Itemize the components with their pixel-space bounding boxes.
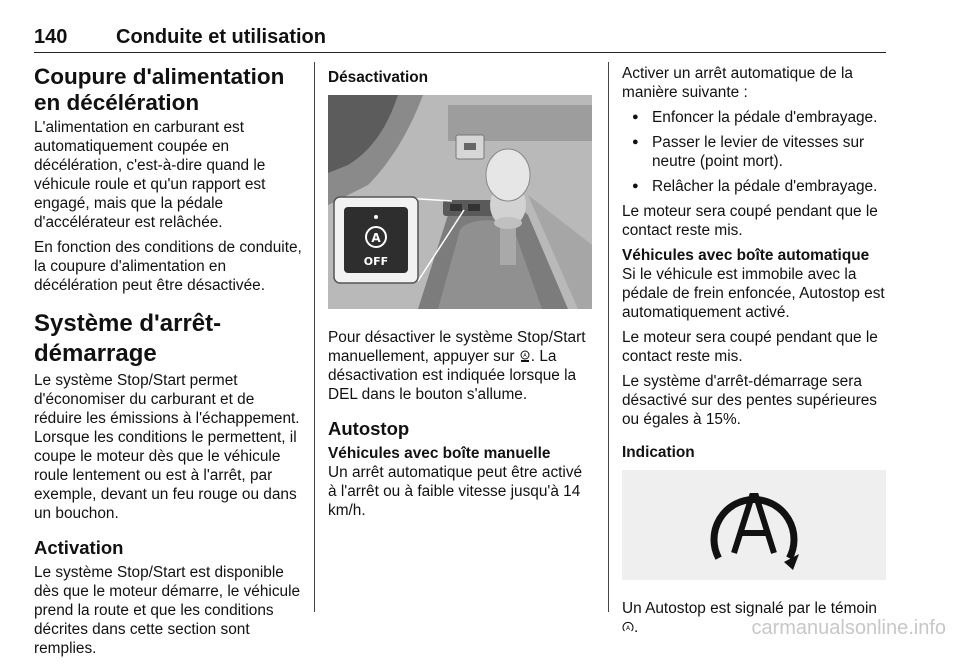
deactivation-text-before: Pour désactiver le système Stop/Start manuellement, appuyer sur xyxy=(328,329,586,365)
heading-indication: Indication xyxy=(622,444,695,461)
paragraph-activation: Le système Stop/Start est disponible dès que le moteur démarre, le véhicule prend la route et que les conditions décrites dans cette section sont remplies. xyxy=(34,564,301,657)
paragraph-cutoff-2: En fonction des conditions de conduite, la coupure d'alimentation en décélération peut être désactivée. xyxy=(34,239,302,294)
indication-text-after: . xyxy=(634,619,639,636)
paragraph-automatic-transmission: Si le véhicule est immobile avec la pédale de frein enfoncée, Autostop est automatiquement activé. xyxy=(622,266,885,321)
paragraph-autostop-intro: Activer un arrêt automatique de la manière suivante : xyxy=(622,65,853,101)
paragraph-stop-start: Le système Stop/Start permet d'économiser du carburant et de réduire les émissions à l'échappement. Lorsque les conditions le permettent, il coupe le moteur dès que le véhicule roule lentement ou est à l'arrêt, par exemple, devant un feu rouge ou dans un bouchon. xyxy=(34,372,300,522)
deactivation-text-after: . La désactivation est indiquée lorsque la DEL dans le bouton s'allume. xyxy=(328,348,577,403)
column-divider-2 xyxy=(608,62,609,612)
svg-text:A: A xyxy=(371,231,381,245)
off-button-label: OFF xyxy=(363,255,389,268)
svg-text:A: A xyxy=(523,353,527,359)
heading-stop-start: Système d'arrêt-démarrage xyxy=(34,310,222,367)
column-divider-1 xyxy=(314,62,315,612)
paragraph-manual-transmission: Un arrêt automatique peut être activé à l'arrêt ou à faible vitesse jusqu'à 14 km/h. xyxy=(328,464,583,519)
gear-console-illustration xyxy=(328,95,592,309)
autostop-indicator-icon xyxy=(622,470,886,580)
heading-autostop: Autostop xyxy=(328,418,410,439)
heading-activation: Activation xyxy=(34,537,124,558)
page-number: 140 xyxy=(34,26,68,48)
autostop-steps-list xyxy=(622,108,888,196)
site-watermark: carmanualsonline.info xyxy=(751,617,946,639)
column-3 xyxy=(622,64,888,643)
paragraph-deactivation xyxy=(328,328,594,404)
column-1 xyxy=(34,64,302,664)
list-item: ● Enfoncer la pédale d'embrayage. xyxy=(622,108,888,127)
heading-fuel-cutoff: Coupure d'alimentation en décélération xyxy=(34,64,285,115)
paragraph-slopes: Le système d'arrêt-démarrage sera désactivé sur des pentes supérieures ou égales à 15%. xyxy=(622,373,877,428)
indication-text-before: Un Autostop est signalé par le témoin xyxy=(622,600,877,617)
paragraph-engine-off-2: Le moteur sera coupé pendant que le contact reste mis. xyxy=(622,329,878,365)
heading-manual-transmission: Véhicules avec boîte manuelle xyxy=(328,445,551,462)
svg-text:A: A xyxy=(625,625,631,632)
list-item: ● Relâcher la pédale d'embrayage. xyxy=(622,177,888,196)
autostop-lamp-icon xyxy=(622,621,634,634)
paragraph-cutoff-1: L'alimentation en carburant est automatiquement coupée en décélération, c'est-à-dire quand le véhicule roule et qu'un rapport est engagé, mais que la pédale d'accélérateur est relâchée. xyxy=(34,119,266,231)
list-item: ● Passer le levier de vitesses sur neutre (point mort). xyxy=(622,133,888,171)
heading-automatic-transmission: Véhicules avec boîte automatique xyxy=(622,247,870,264)
heading-deactivation: Désactivation xyxy=(328,69,429,86)
stopstart-off-button-icon xyxy=(519,350,531,363)
chapter-title: Conduite et utilisation xyxy=(116,26,326,48)
paragraph-engine-off-1: Le moteur sera coupé pendant que le contact reste mis. xyxy=(622,203,878,239)
page-header xyxy=(34,22,886,53)
column-2 xyxy=(328,64,594,526)
